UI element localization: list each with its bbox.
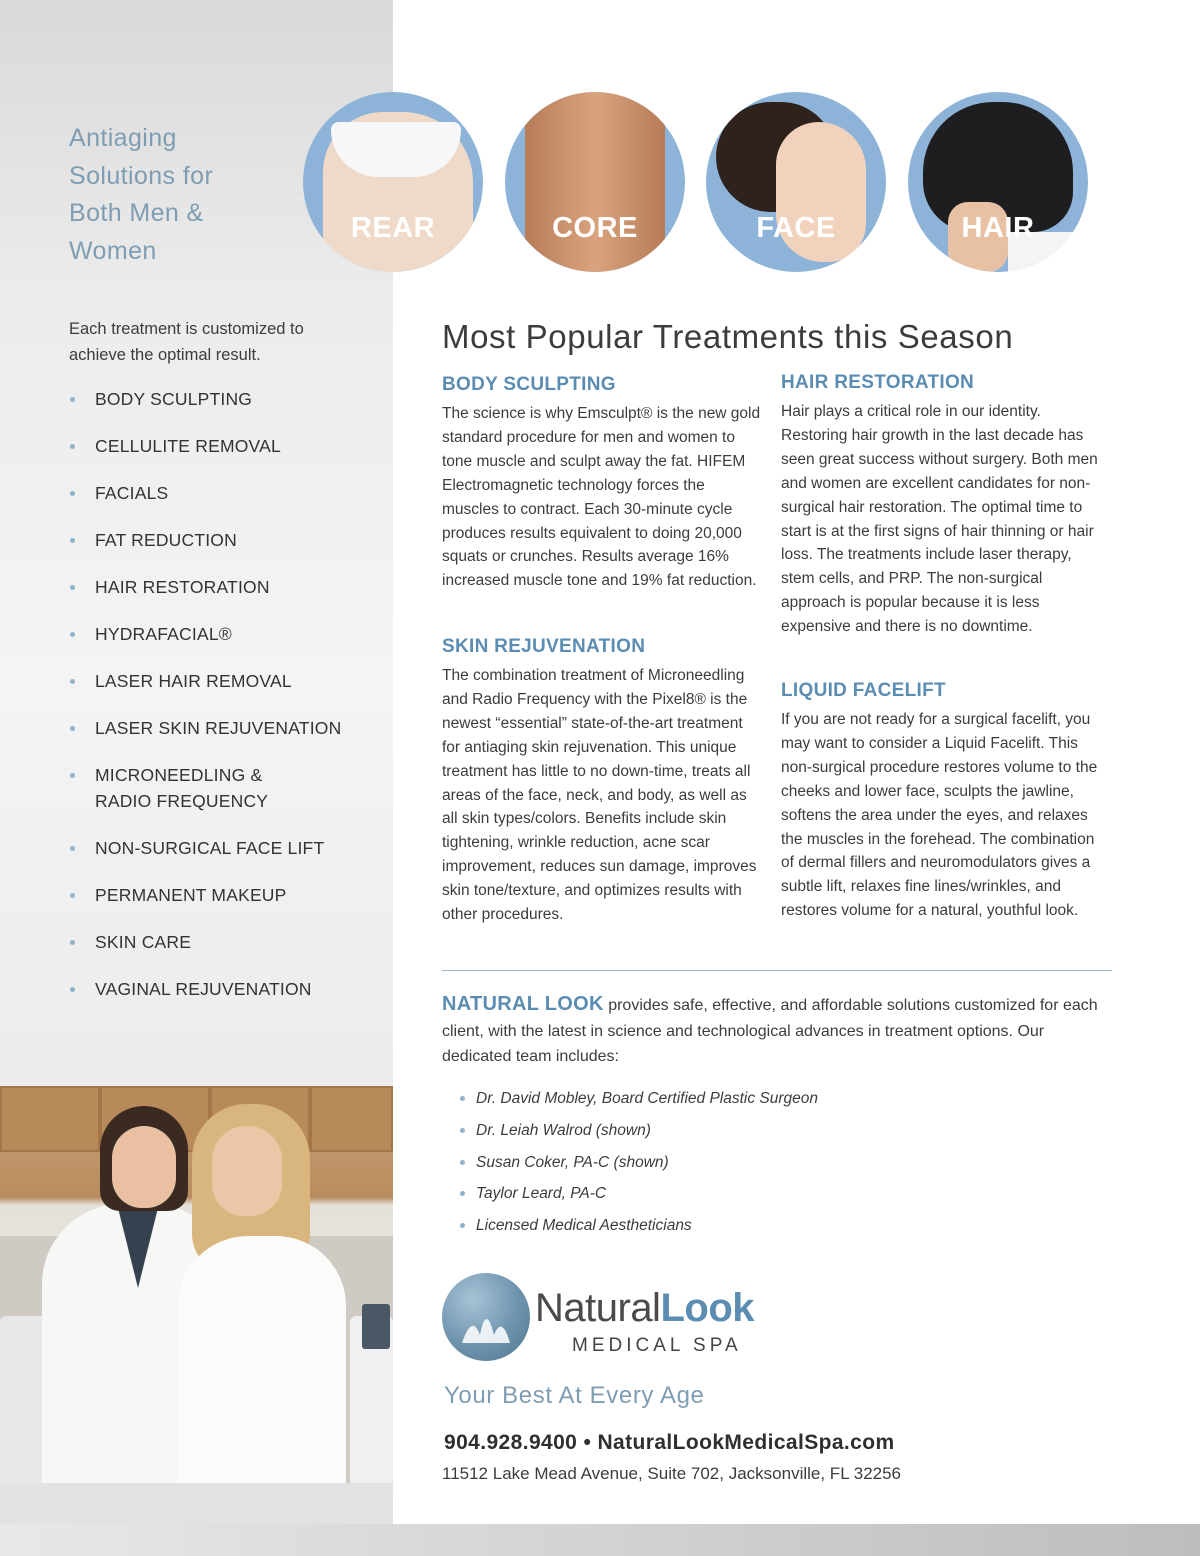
article-body-sculpting bbox=[442, 374, 762, 593]
list-item: MICRONEEDLING & RADIO FREQUENCY bbox=[69, 762, 285, 814]
list-item: Dr. Leiah Walrod (shown) bbox=[460, 1115, 818, 1147]
cabinet bbox=[310, 1086, 393, 1152]
article-heading: HAIR RESTORATION bbox=[781, 372, 975, 393]
article-heading: BODY SCULPTING bbox=[442, 374, 616, 395]
logo-subtitle: MEDICAL SPA bbox=[572, 1335, 742, 1356]
face bbox=[212, 1126, 282, 1216]
bullet-icon bbox=[70, 726, 75, 731]
device-screen bbox=[362, 1304, 390, 1349]
circle-label: CORE bbox=[552, 212, 638, 244]
list-item: LASER HAIR REMOVAL bbox=[69, 668, 369, 694]
about-paragraph bbox=[442, 992, 1102, 1070]
divider bbox=[442, 970, 1112, 971]
bullet-icon bbox=[70, 773, 75, 778]
bullet-icon bbox=[460, 1128, 465, 1133]
circle-label: FACE bbox=[756, 212, 836, 244]
list-item: Susan Coker, PA-C (shown) bbox=[460, 1147, 818, 1179]
bullet-icon bbox=[70, 679, 75, 684]
article-body: The science is why Emsculpt® is the new gold standard procedure for men and women to tone muscle and sculpt away the fat. HIFEM Electromagnetic technology forces the muscles to contract. Each 30-minute cycle produces results equivalent to doing 20,000 squats or crunches. Results average 16% increased muscle tone and 19% fat reduction. bbox=[442, 405, 761, 590]
leaf-icon bbox=[442, 1273, 530, 1361]
article-hair-restoration bbox=[781, 372, 1101, 639]
logo-name: NaturalLook bbox=[535, 1286, 754, 1330]
list-item: Dr. David Mobley, Board Certified Plastic Surgeon bbox=[460, 1083, 818, 1115]
bullet-icon bbox=[460, 1191, 465, 1196]
contact-line: 904.928.9400 • NaturalLookMedicalSpa.com bbox=[444, 1431, 895, 1454]
lab-coat bbox=[178, 1236, 346, 1483]
bullet-icon bbox=[70, 538, 75, 543]
face bbox=[112, 1126, 176, 1208]
bullet-icon bbox=[70, 585, 75, 590]
bullet-icon bbox=[70, 940, 75, 945]
list-item: NON-SURGICAL FACE LIFT bbox=[69, 835, 369, 861]
bullet-icon bbox=[460, 1096, 465, 1101]
circle-rear bbox=[303, 92, 483, 272]
staff-photo bbox=[0, 1086, 393, 1483]
cabinet bbox=[0, 1086, 100, 1152]
bullet-icon bbox=[70, 491, 75, 496]
circle-core bbox=[505, 92, 685, 272]
page-title: Most Popular Treatments this Season bbox=[442, 318, 1014, 355]
list-item: Taylor Leard, PA-C bbox=[460, 1178, 818, 1210]
address: 11512 Lake Mead Avenue, Suite 702, Jacksonville, FL 32256 bbox=[442, 1464, 902, 1483]
list-item: Licensed Medical Aestheticians bbox=[460, 1210, 818, 1242]
treatment-list bbox=[69, 386, 369, 1023]
list-item: HYDRAFACIAL® bbox=[69, 621, 369, 647]
article-body: Hair plays a critical role in our identity. Restoring hair growth in the last decade has seen great success without surgery. Both men and women are excellent candidates for non-surgical hair restoration. The optimal time to start is at the first signs of hair thinning or hair loss. The treatments include laser therapy, stem cells, and PRP. The non-surgical approach is popular because it is less expensive and there is no downtime. bbox=[781, 403, 1098, 636]
list-item: HAIR RESTORATION bbox=[69, 574, 369, 600]
list-item: VAGINAL REJUVENATION bbox=[69, 976, 369, 1002]
bullet-icon bbox=[70, 632, 75, 637]
article-liquid-facelift bbox=[781, 680, 1101, 923]
circle-hair bbox=[908, 92, 1088, 272]
article-body: If you are not ready for a surgical facelift, you may want to consider a Liquid Facelift. This non-surgical procedure restores volume to the cheeks and lower face, sculpts the jawline, softens the area under the eyes, and relaxes the muscles in the forehead. The combination of dermal fillers and neuromodulators gives a subtle lift, relaxes fine lines/wrinkles, and restores volume for a natural, youthful look. bbox=[781, 711, 1098, 920]
list-item: SKIN CARE bbox=[69, 929, 369, 955]
device bbox=[0, 1316, 46, 1483]
article-heading: LIQUID FACELIFT bbox=[781, 680, 946, 701]
bullet-icon bbox=[70, 444, 75, 449]
logo-mark-icon bbox=[442, 1273, 530, 1361]
list-item: LASER SKIN REJUVENATION bbox=[69, 715, 369, 741]
tagline: Antiaging Solutions for Both Men & Women bbox=[69, 124, 214, 265]
bullet-icon bbox=[460, 1160, 465, 1165]
bullet-icon bbox=[70, 846, 75, 851]
bullet-icon bbox=[70, 397, 75, 402]
list-item: BODY SCULPTING bbox=[69, 386, 369, 412]
treatments-intro: Each treatment is customized to achieve the optimal result. bbox=[69, 320, 304, 364]
circle-label: HAIR bbox=[961, 212, 1035, 244]
team-list bbox=[460, 1083, 818, 1242]
about-text: provides safe, effective, and affordable solutions customized for each client, with the latest in science and technological advances in treatment options. Our dedicated team includes: bbox=[442, 997, 1098, 1065]
list-item: PERMANENT MAKEUP bbox=[69, 882, 369, 908]
about-brand: NATURAL LOOK bbox=[442, 993, 604, 1015]
circle-label: REAR bbox=[350, 212, 436, 244]
bullet-icon bbox=[460, 1223, 465, 1228]
bullet-icon bbox=[70, 893, 75, 898]
footer-bar bbox=[0, 1524, 1200, 1556]
article-heading: SKIN REJUVENATION bbox=[442, 636, 646, 657]
slogan: Your Best At Every Age bbox=[444, 1382, 705, 1409]
list-item: FACIALS bbox=[69, 480, 369, 506]
article-skin-rejuvenation bbox=[442, 636, 762, 927]
circle-face bbox=[706, 92, 886, 272]
article-body: The combination treatment of Microneedling and Radio Frequency with the Pixel8® is the newest “essential” state-of-the-art treatment for antiaging skin rejuvenation. This unique treatment has little to no down-time, treats all areas of the face, neck, and body, as well as all skin types/colors. Benefits include skin tightening, wrinkle reduction, acne scar improvement, reduces sun damage, improves skin tone/texture, and optimizes results with other procedures. bbox=[442, 667, 757, 924]
list-item: FAT REDUCTION bbox=[69, 527, 369, 553]
core-image bbox=[525, 92, 665, 272]
list-item: CELLULITE REMOVAL bbox=[69, 433, 369, 459]
bullet-icon bbox=[70, 987, 75, 992]
